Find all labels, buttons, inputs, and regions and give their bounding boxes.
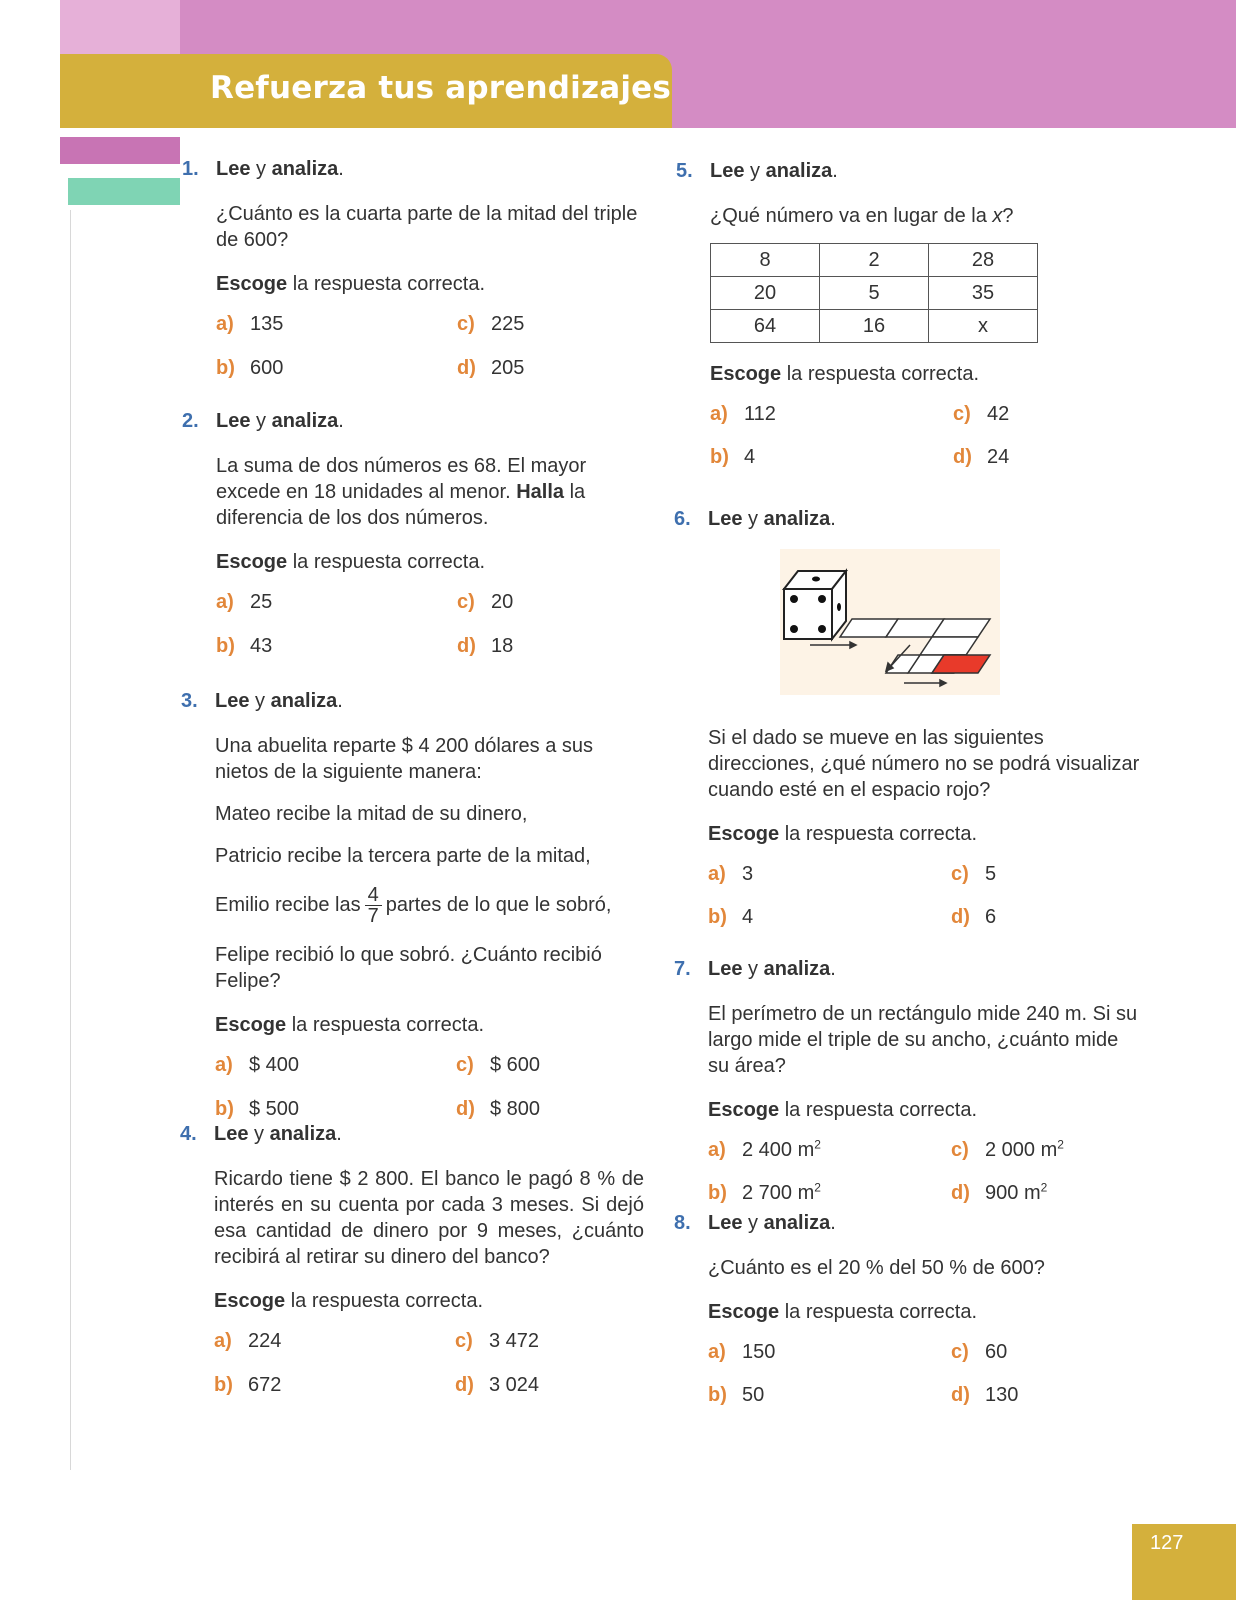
question-number: 5.	[676, 160, 693, 182]
option-c[interactable]: c) 225	[457, 313, 525, 335]
option-b[interactable]: b) $ 500	[215, 1098, 300, 1120]
option-d[interactable]: d) 205	[457, 357, 525, 379]
option-b[interactable]: b) 4	[710, 446, 756, 468]
option-b[interactable]: b) 4	[708, 906, 754, 928]
table-cell: 2	[820, 244, 929, 277]
question-header: 1. Lee y analiza.	[216, 155, 641, 183]
question-5	[676, 157, 1140, 471]
question-header: 3. Lee y analiza.	[215, 687, 645, 715]
table-cell: 28	[929, 244, 1038, 277]
question-number: 7.	[674, 958, 691, 980]
instruction-choose: Escoge la respuesta correcta.	[214, 1290, 484, 1312]
answer-options	[708, 1137, 1143, 1207]
answer-options	[216, 311, 641, 381]
answer-options	[708, 1339, 1143, 1409]
question-text: Una abuelita reparte $ 4 200 dólares a sus nietos de la siguiente manera: Mateo recibe la mitad de su dinero, Patricio recibe la tercera parte de la mitad, Emilio recibe las $\frac{4}{7}$ partes de lo que le sobró, Felipe recibió lo que sobró. ¿Cuánto recibió Felipe?	[215, 735, 612, 992]
question-header: 6. Lee y analiza.	[708, 505, 1143, 533]
question-text: Si el dado se mueve en las siguientes direcciones, ¿qué número no se podrá visualizar cuando esté en el espacio rojo?	[708, 727, 1140, 801]
question-text: Ricardo tiene $ 2 800. El banco le pagó 8 % de interés en su cuenta por cada 3 meses. Si dejó esa cantidad de dinero por 9 meses, ¿cuánto recibirá al retirar su dinero del banco?	[214, 1168, 644, 1268]
question-text: ¿Cuánto es la cuarta parte de la mitad del triple de 600?	[216, 203, 638, 251]
option-a[interactable]: a) $ 400	[215, 1054, 300, 1076]
question-8	[674, 1209, 1143, 1409]
page-title: Refuerza tus aprendizajes	[210, 70, 672, 106]
option-d[interactable]: d) 900 $m^2$	[951, 1180, 1048, 1204]
path-tile	[920, 637, 978, 655]
table-row	[711, 244, 1038, 277]
instruction-choose: Escoge la respuesta correcta.	[710, 363, 980, 385]
option-d[interactable]: d) 130	[951, 1384, 1019, 1406]
question-number: 6.	[674, 508, 691, 530]
instruction-choose: Escoge la respuesta correcta.	[708, 1301, 978, 1323]
table-cell: 16	[820, 310, 929, 343]
option-b[interactable]: b) 600	[216, 357, 284, 379]
option-b[interactable]: b) 672	[214, 1374, 282, 1396]
option-a[interactable]: a) 224	[214, 1330, 282, 1352]
option-b[interactable]: b) 43	[216, 635, 273, 657]
instruction-choose: Escoge la respuesta correcta.	[216, 551, 486, 573]
dice-path-drawing	[780, 549, 1000, 695]
table-cell: 35	[929, 277, 1038, 310]
option-a[interactable]: a) 3	[708, 863, 754, 885]
question-1	[182, 155, 641, 381]
margin-teal-tab	[68, 178, 180, 205]
option-c[interactable]: c) 3 472	[455, 1330, 540, 1352]
option-a[interactable]: a) 2 400 $m^2$	[708, 1137, 821, 1161]
fraction-four-sevenths: $\frac{4}{7}$	[365, 885, 382, 926]
page-number-tab	[1132, 1524, 1236, 1600]
instruction-choose: Escoge la respuesta correcta.	[708, 823, 978, 845]
margin-rule	[70, 210, 71, 1470]
table-cell: 5	[820, 277, 929, 310]
question-6	[674, 505, 1143, 931]
option-a[interactable]: a) 150	[708, 1341, 776, 1363]
question-number: 8.	[674, 1212, 691, 1234]
question-number: 3.	[181, 690, 198, 712]
answer-options	[216, 589, 641, 659]
instruction-choose: Escoge la respuesta correcta.	[216, 273, 486, 295]
option-a[interactable]: a) 25	[216, 591, 273, 613]
answer-options	[708, 861, 1143, 931]
question-text: La suma de dos números es 68. El mayor excede en 18 unidades al menor. Halla la diferencia de los dos números.	[216, 455, 587, 529]
option-c[interactable]: c) 20	[457, 591, 514, 613]
question-text: El perímetro de un rectángulo mide 240 m. Si su largo mide el triple de su ancho, ¿cuánto mide su área?	[708, 1003, 1138, 1077]
question-header: 8. Lee y analiza.	[708, 1209, 1143, 1237]
option-d[interactable]: d) 18	[457, 635, 514, 657]
header-pink-left	[60, 0, 180, 56]
table-cell: 8	[711, 244, 820, 277]
question-number: 4.	[180, 1123, 197, 1145]
question-7	[674, 955, 1143, 1207]
option-a[interactable]: a) 135	[216, 313, 284, 335]
answer-options	[710, 401, 1140, 471]
question-text: ¿Qué número va en lugar de la x?	[710, 205, 1014, 227]
question-number: 2.	[182, 410, 199, 432]
table-row	[711, 310, 1038, 343]
table-cell: 20	[711, 277, 820, 310]
instruction-choose: Escoge la respuesta correcta.	[215, 1014, 485, 1036]
instruction-choose: Escoge la respuesta correcta.	[708, 1099, 978, 1121]
option-d[interactable]: d) 3 024	[455, 1374, 540, 1396]
option-d[interactable]: d) $ 800	[456, 1098, 541, 1120]
table-cell: 64	[711, 310, 820, 343]
table-cell: x	[929, 310, 1038, 343]
option-c[interactable]: c) $ 600	[456, 1054, 541, 1076]
number-table	[710, 243, 1038, 343]
table-row	[711, 277, 1038, 310]
question-4	[180, 1120, 644, 1398]
question-text: ¿Cuánto es el 20 % del 50 % de 600?	[708, 1257, 1045, 1279]
option-c[interactable]: c) 42	[953, 403, 1010, 425]
option-b[interactable]: b) 50	[708, 1384, 765, 1406]
option-b[interactable]: b) 2 700 $m^2$	[708, 1180, 821, 1204]
question-3	[181, 687, 645, 1122]
question-number: 1.	[182, 158, 199, 180]
option-a[interactable]: a) 112	[710, 403, 776, 425]
question-header: 7. Lee y analiza.	[708, 955, 1143, 983]
option-d[interactable]: d) 6	[951, 906, 997, 928]
question-2	[182, 407, 641, 659]
option-d[interactable]: d) 24	[953, 446, 1010, 468]
answer-options	[214, 1328, 644, 1398]
question-header: 5. Lee y analiza.	[710, 157, 1140, 185]
option-c[interactable]: c) 60	[951, 1341, 1008, 1363]
option-c[interactable]: c) 2 000 $m^2$	[951, 1137, 1064, 1161]
dice-path-figure	[780, 549, 1000, 695]
answer-options	[215, 1052, 645, 1122]
option-c[interactable]: c) 5	[951, 863, 997, 885]
question-header: 2. Lee y analiza.	[216, 407, 641, 435]
page-number: 127	[1150, 1532, 1184, 1554]
margin-pink-tab	[60, 137, 180, 164]
question-header: 4. Lee y analiza.	[214, 1120, 644, 1148]
